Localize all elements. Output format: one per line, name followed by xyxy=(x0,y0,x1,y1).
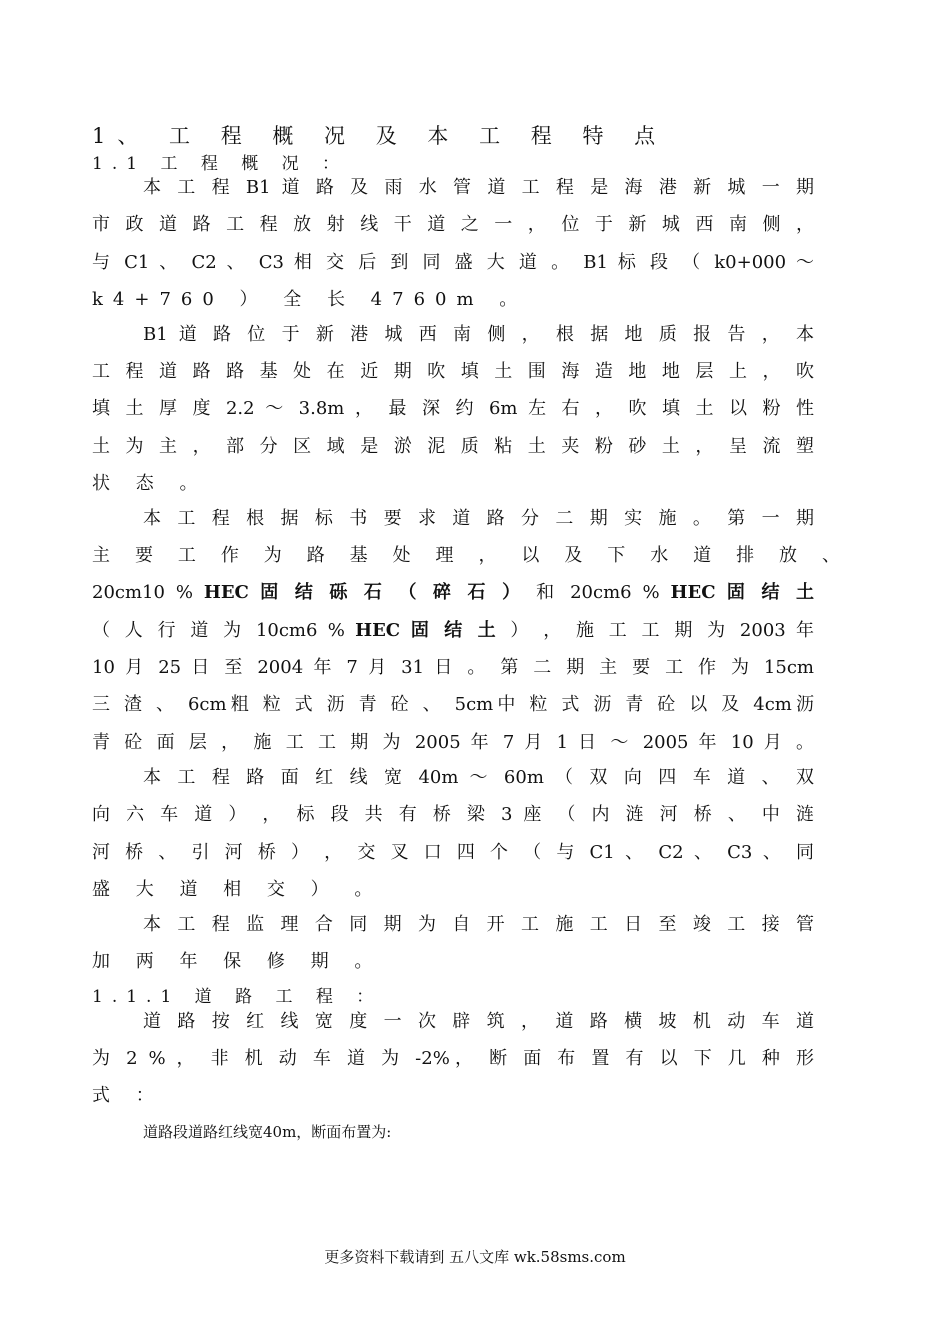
page-footer: 更多资料下载请到 五八文库 wk.58sms.com xyxy=(324,1248,626,1266)
paragraph-line xyxy=(92,581,814,605)
paragraph-line: 道路段道路红线宽40m，断面布置为: xyxy=(143,1123,392,1141)
paragraph-line: 土 为 主 ， 部 分 区 域 是 淤 泥 质 粘 土 夹 粉 砂 土 ， 呈 流 塑 xyxy=(92,436,814,457)
paragraph-line: 填 土 厚 度 2.2 ～ 3.8m ， 最 深 约 6m 左 右 ， 吹 填 土 以 粉 性 xyxy=(92,398,814,419)
paragraph-line: 道 路 按 红 线 宽 度 一 次 辟 筑 ， 道 路 横 坡 机 动 车 道 xyxy=(143,1011,814,1032)
paragraph-line: 主 要 工 作 为 路 基 处 理 ， 以 及 下 水 道 排 放 、 xyxy=(92,545,840,566)
paragraph-line: 青 砼 面 层 ， 施 工 工 期 为 2005 年 7 月 1 日 ～ 2005 年 10 月 。 xyxy=(92,732,814,753)
section-heading: 1、 工 程 概 况 及 本 工 程 特 点 xyxy=(92,124,668,148)
paragraph-line: 加 两 年 保 修 期 。 xyxy=(92,951,383,972)
paragraph-line: k4+760 ） 全 长 4760m 。 xyxy=(92,289,528,310)
paragraph-line: 本 工 程 路 面 红 线 宽 40m ～ 60m （ 双 向 四 车 道 、 双 xyxy=(143,767,814,788)
paragraph-line: 为 2 % ， 非 机 动 车 道 为 -2%， 断 面 布 置 有 以 下 几 种 形 xyxy=(92,1048,814,1069)
paragraph-line: 10 月 25 日 至 2004 年 7 月 31 日 。 第 二 期 主 要 工 作 为 15cm xyxy=(92,657,814,678)
paragraph-line xyxy=(92,619,814,643)
line-segment: 和 20cm6 % xyxy=(536,582,660,603)
line-segment: ） ， 施 工 工 期 为 2003 年 xyxy=(510,620,814,641)
paragraph-line: 本 工 程 B1 道 路 及 雨 水 管 道 工 程 是 海 港 新 城 一 期 xyxy=(143,177,814,198)
line-segment: （ 人 行 道 为 10cm6 % xyxy=(92,620,345,641)
emphasis-text: HEC 固 结 土 xyxy=(670,582,815,603)
paragraph-line: 工 程 道 路 路 基 处 在 近 期 吹 填 土 围 海 造 地 地 层 上 ， 吹 xyxy=(92,361,814,382)
paragraph-line: 本 工 程 根 据 标 书 要 求 道 路 分 二 期 实 施 。 第 一 期 xyxy=(143,508,814,529)
paragraph-line: 三 渣 、 6cm粗 粒 式 沥 青 砼 、 5cm中 粒 式 沥 青 砼 以 及 4cm沥 xyxy=(92,694,814,715)
paragraph-line: 式 ： xyxy=(92,1085,164,1106)
emphasis-text: HEC 固 结 土 xyxy=(355,620,501,641)
emphasis-text: HEC 固 结 砾 石 （ 碎 石 ） xyxy=(203,582,526,603)
paragraph-line: 向 六 车 道 ） ， 标 段 共 有 桥 梁 3 座 （ 内 涟 河 桥 、 中 涟 xyxy=(92,804,814,825)
paragraph-line: B1 道 路 位 于 新 港 城 西 南 侧 ， 根 据 地 质 报 告 ， 本 xyxy=(143,324,814,345)
paragraph-line: 盛 大 道 相 交 ） 。 xyxy=(92,879,383,900)
paragraph-line: 本 工 程 监 理 合 同 期 为 自 开 工 施 工 日 至 竣 工 接 管 xyxy=(143,914,814,935)
line-segment: 20cm10 % xyxy=(92,582,193,603)
subsection-heading: 1.1 工 程 概 况 ： xyxy=(92,154,349,174)
paragraph-line: 状 态 。 xyxy=(92,473,208,494)
paragraph-line: 河 桥 、 引 河 桥 ） ， 交 叉 口 四 个 （ 与 C1 、 C2 、 C3 、 同 xyxy=(92,842,814,863)
paragraph-line: 与 C1 、 C2 、 C3 相 交 后 到 同 盛 大 道 。 B1 标 段 （ k0+000 ～ xyxy=(92,252,814,273)
subsection-heading: 1.1.1 道 路 工 程 ： xyxy=(92,987,383,1007)
paragraph-line: 市 政 道 路 工 程 放 射 线 干 道 之 一 ， 位 于 新 城 西 南 侧 ， xyxy=(92,214,814,235)
